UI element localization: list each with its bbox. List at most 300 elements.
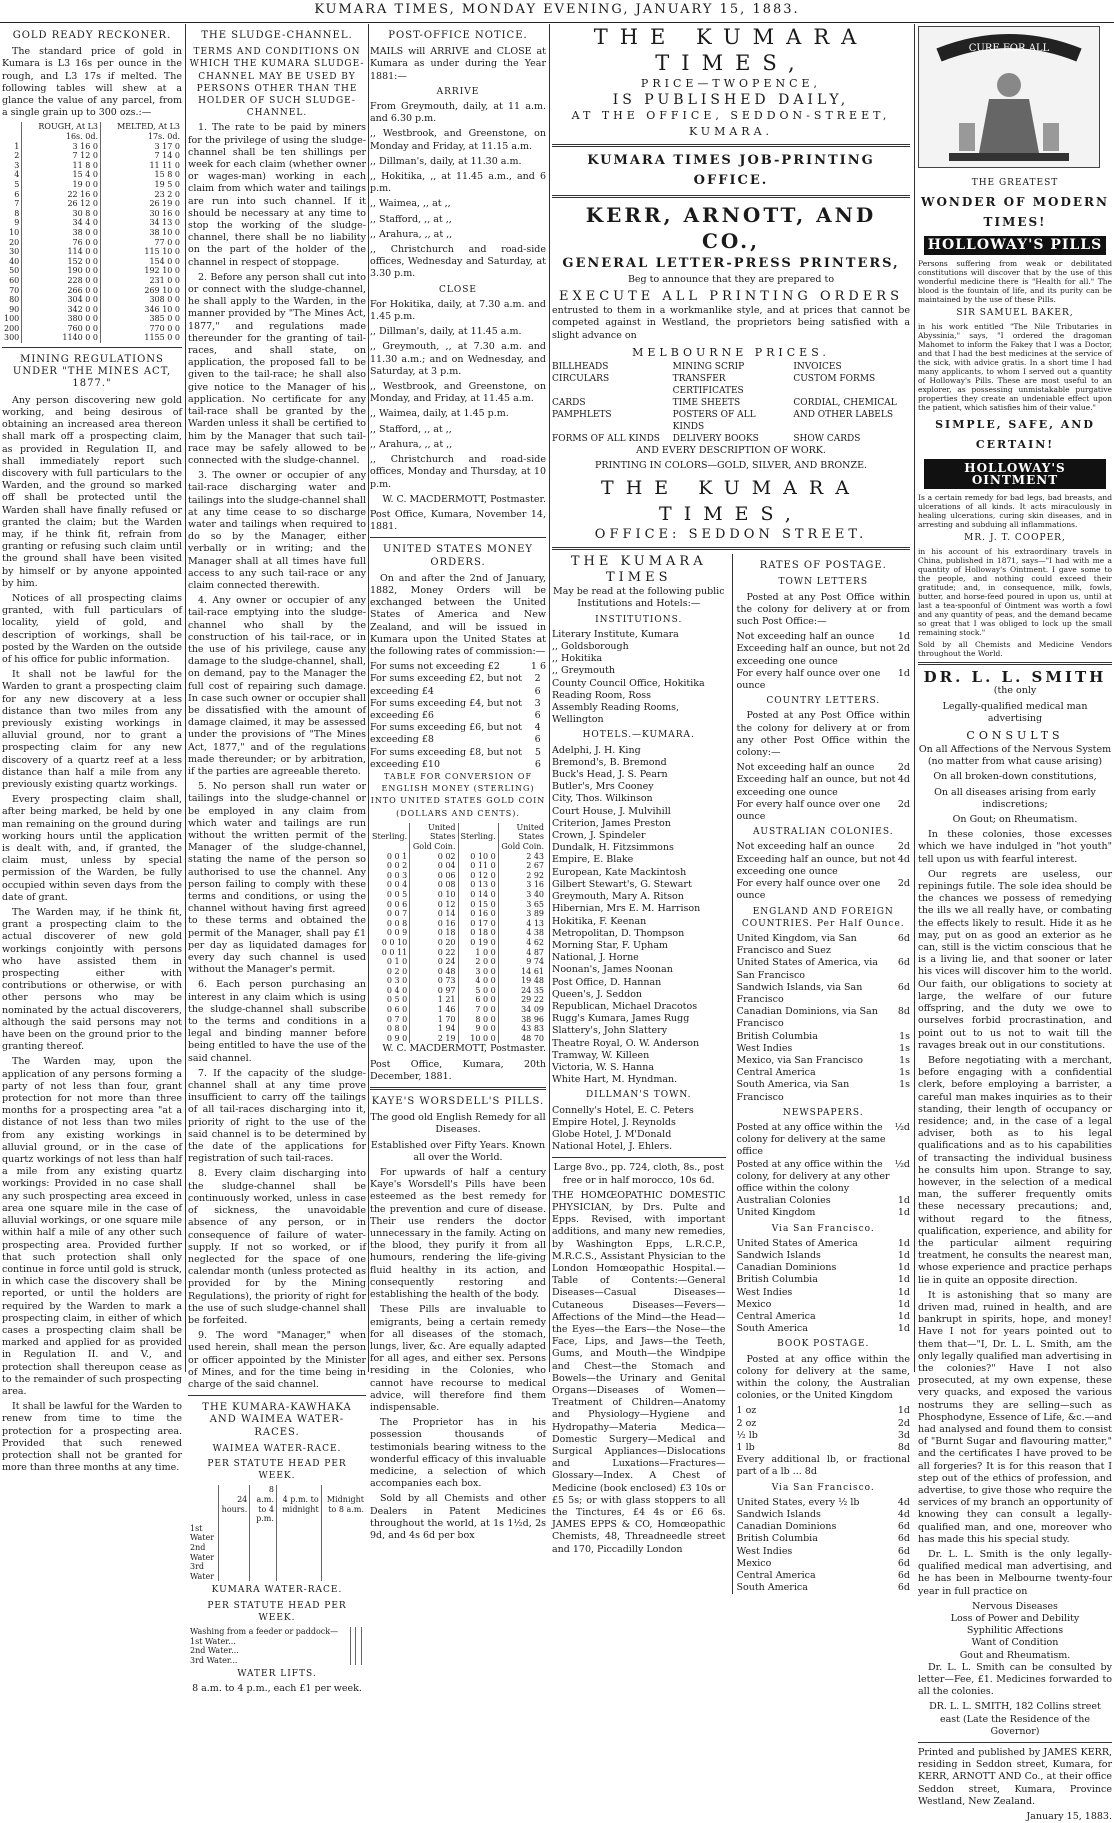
list-item: ,, Greymouth: [552, 665, 615, 677]
rate-label: For sums not exceeding £2: [370, 661, 500, 673]
rate-row: [737, 841, 911, 853]
table-cell: 0 0 6: [386, 899, 408, 909]
list-item: Butler's, Mrs Cooney: [552, 781, 654, 793]
table-cell: 9 0 0: [458, 1024, 498, 1034]
water-lifts-text: 8 a.m. to 4 p.m., each £1 per week.: [192, 1683, 362, 1695]
rate-value: 6d: [897, 1570, 910, 1582]
rate-label: West Indies: [736, 1286, 793, 1298]
rate-row: [737, 1079, 911, 1103]
rate-value: 1s: [899, 1067, 910, 1079]
rate-label: Exceeding half an ounce, but not exceeding one ounce: [736, 853, 896, 877]
list-item: Connelly's Hotel, E. C. Peters: [552, 1104, 694, 1116]
mining-p2: Notices of all prospecting claims granted, with full particulars of locality, yield of gold, and description of workings, shall be posted by the Warden on the outside of his office for public information.: [2, 592, 182, 665]
aus-heading: AUSTRALIAN COLONIES.: [752, 827, 894, 838]
gold-intro: The standard price of gold in Kumara is L3 16s per ounce in the rough, and L3 17s if melted. The following tables will shew at a glance the value of any parcel, from a single grain up to 300 ozs.:—: [2, 46, 182, 119]
rate-row: [737, 1570, 911, 1582]
rate-label: South America: [736, 1323, 808, 1335]
rate-row: [737, 1509, 911, 1521]
table-cell: 23 2 0: [100, 190, 182, 200]
list-item: Hibernian, Mrs E. M. Harrison: [552, 903, 701, 915]
rate-value: 6d: [897, 957, 910, 969]
rate-value: 1s: [899, 1079, 910, 1091]
table-row: [370, 957, 546, 967]
country-heading: COUNTRY LETTERS.: [766, 696, 881, 707]
inst-heading: INSTITUTIONS.: [595, 614, 683, 625]
rate-label: 2 oz: [736, 1417, 757, 1429]
rate-row: [370, 673, 546, 697]
table-cell: 0 0 11: [381, 947, 408, 957]
rate-value: 6d: [897, 1582, 910, 1594]
table-cell: 2 0 0: [458, 957, 498, 967]
rate-value: 4d: [897, 774, 910, 786]
list-item: Victoria, W. S. Hanna: [552, 1061, 655, 1073]
rate-value: 1d: [897, 1237, 910, 1249]
table-cell: 19 5 0: [100, 180, 182, 190]
smith-on2: On all broken-down constitutions,: [933, 771, 1097, 783]
kumara-row: 2nd Water...: [190, 1646, 239, 1656]
rate-label: Not exceeding half an ounce: [736, 762, 875, 774]
rate-label: 1 oz: [736, 1405, 757, 1417]
table-cell: 1 70: [410, 1015, 458, 1025]
rate-value: 8d: [897, 1442, 910, 1454]
list-item: Metropolitan, D. Thompson: [552, 927, 685, 939]
rate-row: [737, 957, 911, 981]
rate-label: Sandwich Islands, via San Francisco: [736, 981, 863, 1005]
table-cell: 80: [9, 295, 20, 305]
column-holloway: [918, 24, 1112, 1823]
table-cell: 231 0 0: [100, 276, 182, 286]
rate-row: [737, 1159, 911, 1196]
post-arrive: ARRIVE: [436, 86, 480, 97]
conv-table: Sterling. United States Gold Coin. Sterling. United States Gold Coin. 0 0 1 0 02 0 10 0 2 43 0 0 2 0 04 0 11 0 2 67 0 0 3 0 06 0 12 0 2 92 0 0 4 0 08 0 13 0 3 16 0 0 5 0 10 0 14 0 3 40 0 0 6 0 12 0 15 0 3 65 0 0 7 0 14 0 16 0 3 89 0 0 8 0 16 0 17 0 4 13 0 0 9 0 18 0 18 0 4 38 0 0 10 0 20 0 19 0 4 62 0 0 11 0 22 1 0 0 4 87 0 1 0 0 24 2 0 0 9 74 0 2 0 0 48 3 0 0 14 61 0 3 0 0 73 4 0 0 19 48 0 4 0 0 97 5 0 0 24 35 0 5 0 1 21 6 0 0 29 22 0 6 0 1 46 7 0 0 34 09 0 7 0 1 70 8 0 0 38 96 0 8 0 1 94 9 0 0 43 83 0 9 0 2 19 10 0 0 48 70: [372, 822, 544, 1043]
pills-text: Persons suffering from weak or debilitated constitutions will discover that by the use of this wonderful medicine there is "Health for all." The blood is the fountain of life, and its purity can be maintained by the use of these Pills.: [918, 258, 1112, 304]
print-item: BILLHEADS: [552, 361, 609, 372]
mail-line: ,, Arahura, ,, at ,,: [370, 438, 453, 450]
print-item: CIRCULARS: [552, 373, 610, 384]
table-cell: 7: [14, 199, 20, 209]
table-row: [370, 909, 546, 919]
entrusted: entrusted to them in a workmanlike style, and at prices that cannot be competed against in Westland, the proprietors being satisfied with a slight advance on: [552, 305, 910, 341]
table-cell: 0 11 0: [458, 861, 498, 871]
table-cell: 1: [14, 141, 20, 151]
table-row: [370, 1024, 546, 1034]
list-item: Bremond's, B. Bremond: [552, 756, 667, 768]
table-cell: 1 94: [410, 1024, 458, 1034]
rate-value: 2 6: [534, 673, 541, 697]
table-cell: 0 0 9: [386, 928, 408, 938]
times-place: KUMARA.: [688, 125, 774, 138]
read-title: THE KUMARA TIMES: [570, 554, 707, 586]
print-item: MINING SCRIP: [672, 361, 745, 372]
mail-line: ,, Dillman's, daily, at 11.45 a.m.: [370, 326, 522, 338]
kaye-p3: The Proprietor has in his possession thousands of testimonials bearing witness to the wonderful efficacy of this invaluable medicine, a selection of which accompanies each box.: [370, 1417, 546, 1490]
divider: [2, 347, 182, 348]
table-cell: 0 16 0: [458, 909, 498, 919]
rate-value: 2d: [897, 878, 910, 890]
holloways-pills: HOLLOWAY'S PILLS: [924, 236, 1106, 254]
post-intro: MAILS will ARRIVE and CLOSE at Kumara as under during the Year 1881:—: [370, 46, 546, 82]
rate-label: 1 lb: [736, 1442, 755, 1454]
kaye-sub: The good old English Remedy for all Diseases.: [370, 1112, 546, 1136]
divider: [370, 537, 546, 538]
rate-label: Australian Colonies: [736, 1195, 831, 1207]
job-printing: KUMARA TIMES JOB-PRINTING OFFICE.: [587, 153, 875, 188]
table-cell: 0 24: [410, 957, 458, 967]
list-item: Want of Condition: [971, 1637, 1059, 1649]
list-item: Adelphi, J. H. King: [552, 744, 641, 756]
rate-label: Posted at any office within the colony for delivery at the same office: [736, 1121, 886, 1158]
large-8vo: Large 8vo., pp. 724, cloth, 8s., post free or in half morocco, 10s 6d.: [553, 1162, 724, 1186]
table-cell: 15 8 0: [100, 170, 182, 180]
sold-by: Sold by all Chemists and Medicine Vendors throughout the World.: [918, 640, 1112, 659]
table-cell: 1155 0 0: [100, 333, 182, 343]
mail-line: ,, Hokitika, ,, at 11.45 a.m., and 6 p.m.: [370, 171, 546, 195]
town-text: Posted at any Post Office within the colony for delivery at or from such Post Office:—: [736, 591, 910, 628]
table-cell: 0 0 3: [386, 870, 408, 880]
kumara-race-per: PER STATUTE HEAD PER WEEK.: [207, 1600, 347, 1623]
smith-on1: On all Affections of the Nervous System (no matter from what cause arising): [918, 744, 1112, 768]
print-item: DELIVERY BOOKS: [672, 433, 759, 444]
table-row: [2, 324, 182, 334]
rate-value: 2d: [897, 1417, 910, 1429]
table-row: [370, 919, 546, 929]
table-cell: 30 8 0: [22, 209, 101, 219]
kumara-row: Washing from a feeder or paddock—: [190, 1626, 339, 1636]
rate-row: [737, 1067, 911, 1079]
table-cell: 0 08: [410, 880, 458, 890]
mail-line: From Greymouth, daily, at 11 a.m. and 6.30 p.m.: [370, 101, 546, 125]
table-cell: 48 70: [498, 1034, 546, 1044]
sludge-item: 1. The rate to be paid by miners for the privilege of using the sludge-channel shall be ten shillings per week for each claim (whether owner or wages-man) working in each claim from which water and tailings are run into such channel. If it should be necessary at any time to stop the working of the sludge-channel, there shall be no liability on the part of the holder of the channel in respect of stoppage.: [188, 122, 366, 268]
list-item: Republican, Michael Dracotos: [552, 1000, 698, 1012]
rate-label: Exceeding half an ounce, but not exceeding one ounce: [736, 643, 896, 667]
divider: [918, 1742, 1112, 1743]
rate-label: For sums exceeding £6, but not exceeding £8: [370, 722, 522, 746]
rate-label: For every half ounce over one ounce: [736, 798, 881, 823]
mining-p7: It shall be lawful for the Warden to renew from time to time the protection for a prospecting area. Provided that such renewed protection shall not be granted for more than three months at any time.: [2, 1401, 182, 1474]
table-cell: 8: [14, 208, 20, 218]
table-cell: 0 2 0: [386, 966, 408, 976]
rate-label: Central America: [736, 1311, 816, 1322]
table-cell: 0 14 0: [458, 890, 498, 900]
rate-row: [737, 1238, 911, 1250]
conv-title: TABLE FOR CONVERSION OF ENGLISH MONEY (STERLING) INTO UNITED STATES GOLD COIN (DOLLARS AND CENTS).: [370, 771, 546, 818]
cooper-text: in his account of his extraordinary travels in China, published in 1871, says—"I had with me a quantity of Holloway's Ointment. I gave some to the people, and nothing could exceed their gratitude; and, in consequence, milk, fowls, butter, and horse-feed poured in upon us, until at last a tea-spoonful of Ointment was worth a fowl and any quantity of peas, and the demand became so great that I was obliged to lock up the small remaining stock.": [918, 547, 1112, 638]
table-cell: 34 09: [498, 1005, 546, 1015]
table-cell: 43 83: [498, 1024, 546, 1034]
table-cell: 6 0 0: [458, 995, 498, 1005]
kaye-est: Established over Fifty Years. Known all over the World.: [370, 1139, 546, 1163]
rate-row: [737, 774, 911, 798]
rate-value: ½d: [894, 1121, 910, 1133]
table-cell: 4 62: [498, 938, 546, 948]
table-cell: 0 15 0: [458, 900, 498, 910]
baker-text: in his work entitled "The Nile Tributaries in Abyssinia," says, "I ordered the dragoman Mahomet to inform the Fakey that I was a Doctor, and that I had the best medicines at the service of the sick, with advice gratis. In a short time I had many applicants, to whom I served out a quantity of Holloway's Pills. These are most useful to an explorer, as possessing unmistakable purgative properties they create an undeniable effect upon the patient, which satisfies him of their value.": [918, 321, 1112, 412]
list-item: Noonan's, James Noonan: [552, 964, 673, 976]
table-row: [2, 180, 182, 190]
smith-legally: Legally-qualified medical man advertising: [942, 700, 1088, 724]
mail-line: ,, Stafford, ,, at ,,: [370, 213, 452, 225]
rate-value: 1d: [897, 1262, 910, 1274]
times-price: PRICE—TWOPENCE,: [640, 77, 822, 90]
rate-value: 6d: [897, 1533, 910, 1545]
print-item: SHOW CARDS: [793, 433, 861, 444]
list-item: Slattery's, John Slattery: [552, 1025, 668, 1037]
list-item: Empire Hotel, J. Reynolds: [552, 1116, 676, 1128]
rate-value: 4d: [897, 1509, 910, 1521]
kumara-race-sub: KUMARA WATER-RACE.: [211, 1585, 343, 1596]
table-cell: 3 16: [498, 880, 546, 890]
table-cell: 6: [14, 189, 20, 199]
list-item: Queen's, J. Seddon: [552, 988, 643, 1000]
smith-on4: On Gout; on Rheumatism.: [952, 814, 1078, 826]
table-row: [2, 295, 182, 305]
table-cell: 77 0 0: [100, 238, 182, 248]
smith-p1: In these colonies, those excesses which we have indulged in "hot youth" tell upon us with fearful interest.: [918, 829, 1112, 865]
rate-row: [370, 698, 546, 722]
waimea-per: PER STATUTE HEAD PER WEEK.: [207, 1458, 347, 1482]
table-row: [370, 995, 546, 1005]
money-title: UNITED STATES MONEY ORDERS.: [382, 544, 534, 568]
waimea-row: 1st Water: [190, 1523, 215, 1543]
print-item: CORDIAL, CHEMICAL: [793, 397, 897, 408]
table-cell: 0 20: [410, 938, 458, 948]
list-item: Tramway, W. Killeen: [552, 1049, 650, 1061]
list-item: Rugg's Kumara, James Rugg: [552, 1013, 690, 1025]
table-row: [370, 976, 546, 986]
table-cell: 90: [9, 304, 20, 314]
rate-label: Central America: [736, 1570, 816, 1582]
sludge-items: [188, 122, 366, 1391]
list-item: Buck's Head, J. S. Pearn: [552, 769, 668, 781]
table-cell: 200: [4, 323, 20, 333]
smith-p4: It is astonishing that so many are driven mad, ruined in health, and are bankrupt in spirits, hope, and money! Have I not for years pointed out to them that—"I, Dr. L. L. Smith, am the only legally qualified man advertising in the colonies?" Have I not also prosecuted, at my own expense, these very quacks, and exposed the various nostrums they are selling—such as Phosphodyne, Essence of Life, &c.—and had analysed and found them to consist of "Burnt Sugar and flavouring matter," and the certificates I have proved to be all forgeries? It is for this reason that I step out of the ethics of profession, and advertise, to give those who require the services of my branch an opportunity of knowing they can consult a legally-qualified man, and one, moreover who has made this his special study.: [918, 1289, 1112, 1545]
table-row: [370, 861, 546, 871]
rate-row: [737, 1274, 911, 1286]
rate-row: [737, 1582, 911, 1594]
table-cell: 0 18 0: [458, 928, 498, 938]
rate-row: [737, 1287, 911, 1299]
mail-line: ,, Dillman's, daily, at 11.30 a.m.: [370, 155, 522, 167]
rate-value: 1d: [897, 1195, 910, 1207]
table-cell: 100: [4, 314, 20, 324]
table-cell: 3 16 0: [22, 142, 101, 152]
hygeia-illustration-icon: [918, 26, 1100, 168]
divider: [370, 1087, 546, 1090]
sludge-item: 5. No person shall run water or tailings into the sludge-channel or be employed in any claim from which water and tailings are run without the written permit of the Manager of the sludge-channel, stating the name of the person so authorised to use the channel. Any person failing to comply with these terms and conditions, or using the channel without having first agreed to these terms and obtained the permit of the Manager, shall pay £1 per day as liquidated damages for every day such channel is used without the Manager's permit.: [188, 781, 366, 976]
imprint-date: January 15, 1883.: [1026, 1811, 1112, 1823]
wonder: WONDER OF MODERN TIMES!: [921, 195, 1109, 230]
table-cell: 0 17 0: [458, 919, 498, 929]
table-row: [2, 142, 182, 152]
table-cell: 15 4 0: [22, 170, 101, 180]
table-row: [2, 151, 182, 161]
table-cell: 10: [9, 227, 20, 237]
table-cell: 8 0 0: [458, 1015, 498, 1025]
table-cell: 0 13 0: [458, 880, 498, 890]
table-row: [370, 948, 546, 958]
mail-line: ,, Greymouth, ,, at 7.30 a.m. and 11.30 a.m.; and on Wednesday, and Saturday, at 3 p.m.: [370, 341, 546, 377]
masthead: KUMARA TIMES, MONDAY EVENING, JANUARY 15, 1883.: [0, 0, 1114, 23]
table-cell: 2 43: [498, 852, 546, 862]
table-cell: 346 10 0: [100, 305, 182, 315]
list-item: Post Office, D. Hannan: [552, 976, 662, 988]
table-cell: 4 38: [498, 928, 546, 938]
via-heading: Via San Francisco.: [771, 1223, 875, 1234]
sludge-subtitle: TERMS AND CONDITIONS ON WHICH THE KUMARA SLUDGE-CHANNEL MAY BE USED BY PERSONS OTHER THAN THE HOLDER OF SUCH SLUDGE-CHANNEL.: [189, 47, 365, 119]
printing-colors: PRINTING IN COLORS—GOLD, SILVER, AND BRONZE.: [594, 460, 868, 472]
table-cell: 38 10 0: [100, 228, 182, 238]
table-cell: 190 0 0: [22, 266, 101, 276]
rate-label: West Indies: [736, 1545, 793, 1557]
kumara-row: 3rd Water...: [190, 1655, 238, 1665]
rate-row: [737, 1006, 911, 1030]
rate-label: For sums exceeding £8, but not exceeding £10: [370, 746, 522, 770]
cure-for-all: CURE FOR ALL: [968, 43, 1050, 54]
waimea-sub: WAIMEA WATER-RACE.: [212, 1443, 342, 1454]
list-item: Gilbert Stewart's, G. Stewart: [552, 878, 692, 890]
table-cell: 0 0 10: [381, 937, 408, 947]
rate-value: 1s: [899, 1042, 910, 1054]
rate-value: 2d: [897, 798, 910, 810]
smith-title: DR. L. L. SMITH: [923, 668, 1107, 687]
rate-value: 1d: [897, 1298, 910, 1310]
rate-label: United Kingdom: [736, 1207, 816, 1219]
rate-label: For every half ounce over one ounce: [736, 878, 881, 902]
rate-value: 6d: [897, 1557, 910, 1569]
hotel-list: [552, 745, 726, 1087]
table-cell: 5 0 0: [458, 986, 498, 996]
rate-label: Canadian Dominions: [736, 1521, 837, 1533]
table-cell: 60: [9, 275, 20, 285]
rate-row: [737, 1250, 911, 1262]
table-cell: 50: [9, 266, 20, 276]
rate-label: South America: [736, 1582, 808, 1594]
rate-value: 1d: [897, 1311, 910, 1322]
sludge-item: 6. Each person purchasing an interest in any claim which is using the sludge-channel shall subscribe to the terms and conditions in a legal and binding manner before being entitled to have the use of the said channel.: [188, 979, 366, 1064]
mail-line: ,, Arahura, ,, at ,,: [370, 228, 453, 240]
rate-label: Posted at any office within the colony, for delivery at any other office within the colony: [736, 1158, 890, 1194]
table-cell: 114 0 0: [22, 247, 101, 257]
rate-row: [370, 747, 546, 771]
list-item: County Council Office, Hokitika: [552, 677, 705, 689]
print-item: CUSTOM FORMS: [793, 373, 876, 384]
smith-p5: Dr. L. L. Smith is the only legally-qualified medical man advertising, and he has been in Melbourne twenty-four year in full practice on: [918, 1549, 1112, 1597]
table-cell: 0 0 5: [386, 889, 408, 899]
table-cell: 0 3 0: [386, 976, 408, 986]
melbourne-prices: MELBOURNE PRICES.: [632, 345, 830, 359]
greatest: THE GREATEST: [971, 178, 1059, 189]
rate-row: [737, 1043, 911, 1055]
rate-label: South America, via San Francisco: [736, 1079, 850, 1103]
table-cell: 4 87: [498, 948, 546, 958]
table-cell: 19 48: [498, 976, 546, 986]
table-cell: 26 12 0: [22, 199, 101, 209]
list-item: City, Thos. Wilkinson: [552, 793, 653, 805]
table-row: [370, 928, 546, 938]
imprint: Printed and published by JAMES KERR, residing in Seddon street, Kumara, for KERR, ARNOTT AND Co., at their office Seddon street, Kumara, Province Westland, New Zealand.: [918, 1747, 1112, 1807]
table-row: [2, 247, 182, 257]
table-cell: 26 19 0: [100, 199, 182, 209]
rate-value: 1d: [897, 1323, 910, 1335]
rate-row: [737, 1311, 911, 1323]
table-cell: 300: [4, 333, 20, 343]
table-cell: 4 13: [498, 919, 546, 929]
rate-row: [737, 1521, 911, 1533]
rate-value: 1s: [899, 1030, 910, 1042]
waimea-col: Midnight to 8 a.m.: [321, 1485, 366, 1523]
list-item: Crown, J. Spindeler: [552, 830, 646, 842]
table-row: [2, 257, 182, 267]
rate-label: Not exceeding half an ounce: [736, 841, 875, 853]
table-row: [370, 900, 546, 910]
table-row: [2, 314, 182, 324]
money-intro: On and after the 2nd of January, 1882, Money Orders will be exchanged between the United States of America and New Zealand, and will be issued in Kumara upon the United States at the following rates of commission:—: [370, 572, 546, 657]
ointment-text: Is a certain remedy for bad legs, bad breasts, and ulcerations of all kinds. It acts miraculously in healing ulcerations, curing skin diseases, and in arresting and subduing all inflammations.: [918, 493, 1112, 530]
table-cell: 0 10: [410, 890, 458, 900]
column-post: [370, 24, 546, 1541]
table-cell: 2 67: [498, 861, 546, 871]
rate-row: [737, 1497, 911, 1509]
list-item: European, Kate Mackintosh: [552, 866, 687, 878]
table-cell: 3 89: [498, 909, 546, 919]
table-row: [2, 228, 182, 238]
rate-row: [737, 1195, 911, 1207]
table-cell: 30 16 0: [100, 209, 182, 219]
table-cell: 760 0 0: [22, 324, 101, 334]
table-cell: 2: [14, 151, 20, 161]
divider: [552, 547, 910, 550]
table-cell: 0 9 0: [386, 1033, 408, 1043]
table-row: [370, 890, 546, 900]
table-cell: 22 16 0: [22, 190, 101, 200]
postage-title: RATES OF POSTAGE.: [759, 560, 887, 572]
divider: [552, 195, 910, 198]
list-item: Greymouth, Mary A. Ritson: [552, 891, 684, 903]
table-cell: 4 0 0: [458, 976, 498, 986]
rate-value: 1d: [897, 1405, 910, 1417]
waimea-col: 4 p.m. to midnight: [276, 1485, 321, 1523]
column-rule: [549, 24, 550, 1372]
rate-row: [737, 1418, 911, 1430]
table-cell: 1 46: [410, 1005, 458, 1015]
rate-value: 8d: [897, 1006, 910, 1018]
mail-line: ,, Westbrook, and Greenstone, on Monday, and Friday, at 11.45 a.m.: [370, 381, 546, 405]
print-item: TIME SHEETS: [672, 397, 741, 408]
rate-value: 6d: [897, 1521, 910, 1533]
kumara-race-table: [188, 1627, 366, 1665]
rate-row: [737, 1207, 911, 1219]
rate-value: 6d: [897, 932, 910, 944]
rate-value: 1d: [897, 1286, 910, 1298]
table-cell: 76 0 0: [22, 238, 101, 248]
table-cell: 11 11 0: [100, 161, 182, 171]
rate-label: For every half ounce over one ounce: [736, 667, 881, 692]
rate-value: 4d: [897, 853, 910, 865]
mining-p4: Every prospecting claim shall, after being marked, be held by one man remaining on the ground during working hours until the application is dealt with, and, if granted, the claim must, unless by special permission of the Warden, be fully occupied within seven days from the date of grant.: [2, 794, 182, 903]
table-cell: 40: [9, 256, 20, 266]
rate-label: Not exceeding half an ounce: [736, 631, 875, 643]
news-heading: NEWSPAPERS.: [782, 1107, 864, 1118]
table-row: [2, 286, 182, 296]
rate-value: 1d: [897, 631, 910, 643]
rate-value: 2d: [897, 762, 910, 774]
table-cell: 304 0 0: [22, 295, 101, 305]
rate-value: 1d: [897, 1274, 910, 1286]
waimea-row: 2nd Water: [190, 1542, 215, 1562]
table-cell: 0 02: [410, 852, 458, 862]
rate-row: [737, 878, 911, 902]
